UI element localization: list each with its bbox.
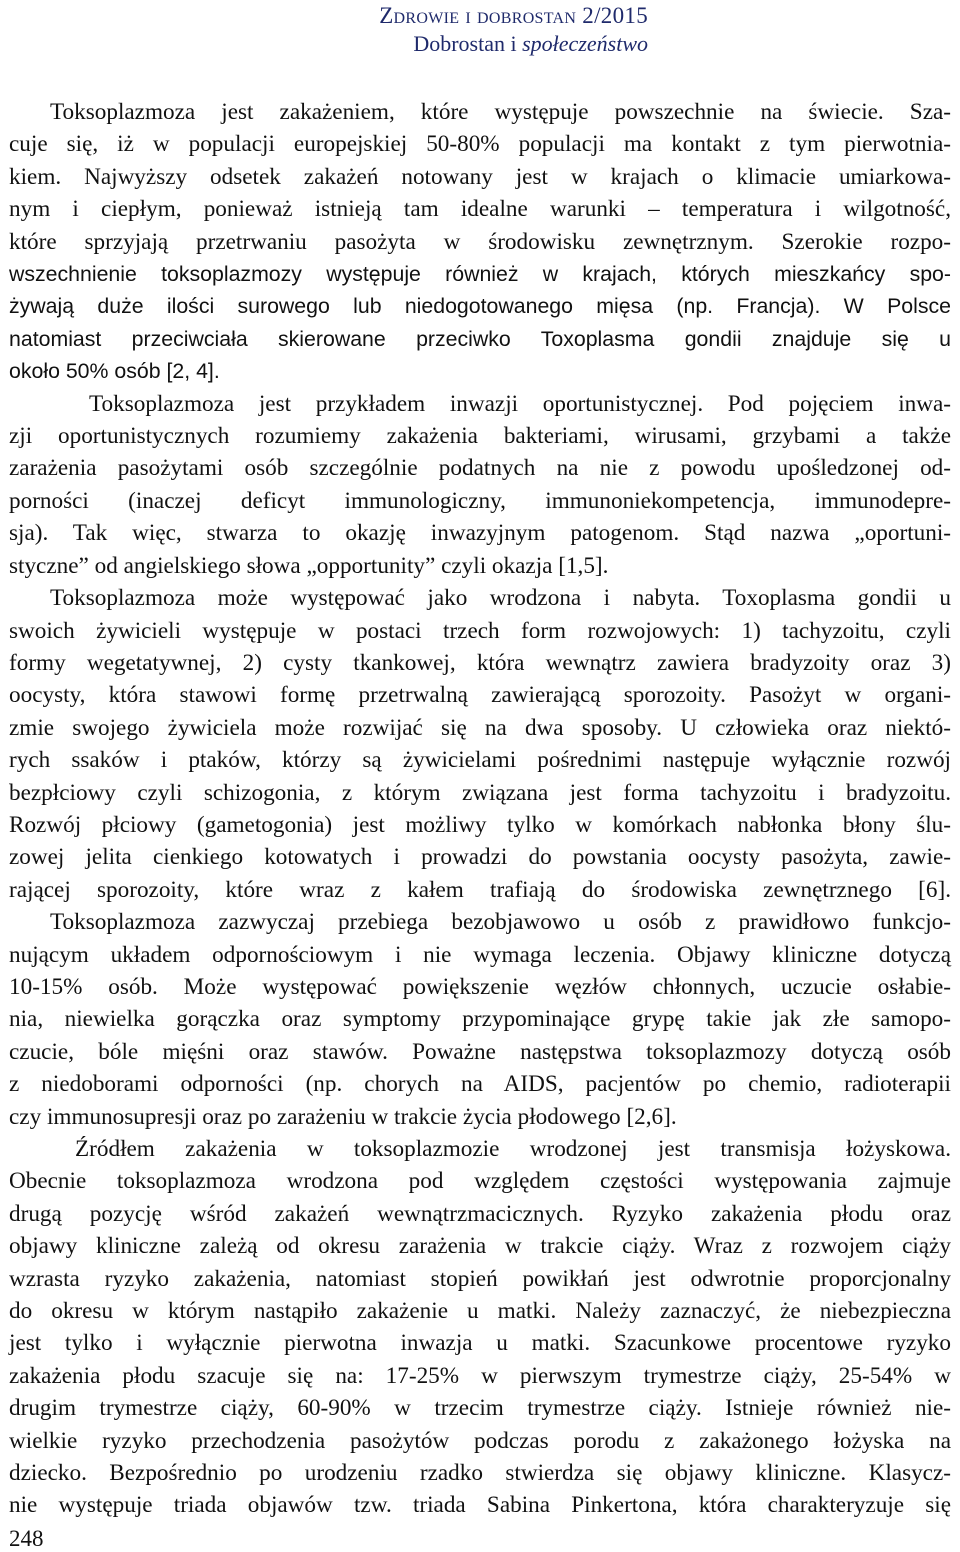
text-line: drugim trymestrze ciąży, 60-90% w trzecim trymestrze ciąży. Istnieje również nie- xyxy=(9,1395,951,1422)
section-title-plain: Dobrostan i xyxy=(413,31,517,56)
text-line: Obecnie toksoplazmoza wrodzona pod względem częstości występowania zajmuje xyxy=(9,1168,951,1195)
text-line: czucie, bóle mięśni oraz stawów. Poważne następstwa toksoplazmozy dotyczą osób xyxy=(9,1038,951,1065)
text-line: rych ssaków i ptaków, którzy są żywicielami pośrednimi następuje wyłącznie rozwój xyxy=(9,747,951,774)
text-line: 10-15% osób. Może występować powiększenie węzłów chłonnych, uczucie osłabie- xyxy=(9,973,951,1000)
text-line: około 50% osób [2, 4]. xyxy=(9,359,220,384)
text-line: wielkie ryzyko przechodzenia pasożytów podczas porodu z zakażonego łożyska na xyxy=(9,1427,951,1454)
text-line: wszechnienie toksoplazmozy występuje również w krajach, których mieszkańcy spo- xyxy=(9,262,951,287)
text-line: swoich żywicieli występuje w postaci trzech form rozwojowych: 1) tachyzoitu, czyli xyxy=(9,617,951,644)
text-line: zarażenia pasożytami osób szczególnie podatnych na nie z powodu upośledzonej od- xyxy=(9,455,951,482)
section-title xyxy=(379,30,648,58)
text-line: styczne” od angielskiego słowa „opportunity” czyli okazja [1,5]. xyxy=(9,552,609,579)
text-line: kiem. Najwyższy odsetek zakażeń notowany jest w krajach o klimacie umiarkowa- xyxy=(9,163,951,190)
text-line: Źródłem zakażenia w toksoplazmozie wrodzonej jest transmisja łożyskowa. xyxy=(75,1136,951,1162)
text-line: porności (inaczej deficyt immunologiczny, immunoniekompetencja, immunodepre- xyxy=(9,487,951,514)
text-line: drugą pozycję wśród zakażeń wewnątrzmacicznych. Ryzyko zakażenia płodu oraz xyxy=(9,1200,951,1227)
text-line: Rozwój płciowy (gametogonia) jest możliwy tylko w komórkach nabłonka błony ślu- xyxy=(9,811,951,838)
text-line: objawy kliniczne zależą od okresu zarażenia w trakcie ciąży. Wraz z rozwojem ciąży xyxy=(9,1233,951,1260)
text-line: nie występuje triada objawów tzw. triada Sabina Pinkertona, która charakteryzuje się xyxy=(9,1492,951,1519)
text-line: dziecko. Bezpośrednio po urodzeniu rzadko stwierdza się objawy kliniczne. Klasycz- xyxy=(9,1460,951,1487)
text-line: do okresu w którym nastąpiło zakażenie u matki. Należy zaznaczyć, że niebezpieczna xyxy=(9,1298,951,1325)
text-line: z niedoborami odporności (np. chorych na AIDS, pacjentów po chemio, radioterapii xyxy=(9,1071,951,1098)
text-line: nia, niewielka gorączka oraz symptomy przypominające grypę takie jak złe samopo- xyxy=(9,1006,951,1033)
text-line: Toksoplazmoza zazwyczaj przebiega bezobjawowo u osób z prawidłowo funkcjo- xyxy=(50,909,951,936)
text-line: zakażenia płodu szacuje się na: 17-25% w pierwszym trymestrze ciąży, 25-54% w xyxy=(9,1362,951,1389)
text-line: Toksoplazmoza jest zakażeniem, które występuje powszechnie na świecie. Sza- xyxy=(50,99,951,125)
section-title-italic: społeczeństwo xyxy=(522,31,648,56)
text-line: Toksoplazmoza może występować jako wrodzona i nabyta. Toxoplasma gondii u xyxy=(50,585,951,612)
article-body xyxy=(9,96,951,1522)
text-line: jest tylko i wyłącznie pierwotna inwazja u matki. Szacunkowe procentowe ryzyko xyxy=(9,1330,951,1357)
text-line: zmie swojego żywiciela może rozwijać się na dwa sposoby. U człowieka oraz niektó- xyxy=(9,714,951,741)
text-line: rającej sporozoity, które wraz z kałem trafiają do środowiska zewnętrznego [6]. xyxy=(9,876,951,903)
text-line: formy wegetatywnej, 2) cysty tkankowej, która wewnątrz zawiera bradyzoity oraz 3) xyxy=(9,649,951,676)
text-line: nującym układem odpornościowym i nie wymaga leczenia. Objawy kliniczne dotyczą xyxy=(9,941,951,968)
text-line: wzrasta ryzyko zakażenia, natomiast stopień powikłań jest odwrotnie proporcjonalny xyxy=(9,1265,951,1292)
text-line: które sprzyjają przetrwaniu pasożyta w środowisku zewnętrznym. Szerokie rozpo- xyxy=(9,228,951,255)
text-line: żywają duże ilości surowego lub niedogotowanego mięsa (np. Francja). W Polsce xyxy=(9,294,951,319)
text-line: cuje się, iż w populacji europejskiej 50-80% populacji ma kontakt z tym pierwotnia- xyxy=(9,131,951,158)
text-line: czy immunosupresji oraz po zarażeniu w trakcie życia płodowego [2,6]. xyxy=(9,1103,677,1130)
running-header xyxy=(379,2,648,58)
text-line: oocysty, która stawowi formę przetrwalną zawierającą sporozoity. Pasożyt w organi- xyxy=(9,682,951,709)
journal-title: Zdrowie i dobrostan 2/2015 xyxy=(379,3,648,28)
text-line: sja). Tak więc, stwarza to okazję inwazyjnym patogenom. Stąd nazwa „oportuni- xyxy=(9,520,951,547)
text-line: natomiast przeciwciała skierowane przeciwko Toxoplasma gondii znajduje się u xyxy=(9,326,951,351)
text-line: zji oportunistycznych rozumiemy zakażenia bakteriami, wirusami, grzybami a także xyxy=(9,423,951,450)
text-line: Toksoplazmoza jest przykładem inwazji oportunistycznej. Pod pojęciem inwa- xyxy=(89,390,951,417)
text-line: nym i ciepłym, ponieważ istnieją tam idealne warunki – temperatura i wilgotność, xyxy=(9,196,951,223)
text-line: bezpłciowy czyli schizogonia, z którym związana jest forma tachyzoitu i bradyzoitu. xyxy=(9,779,951,806)
text-line: zowej jelita cienkiego kotowatych i prowadzi do powstania oocysty pasożyta, zawie- xyxy=(9,844,951,871)
page-number: 248 xyxy=(9,1526,44,1551)
